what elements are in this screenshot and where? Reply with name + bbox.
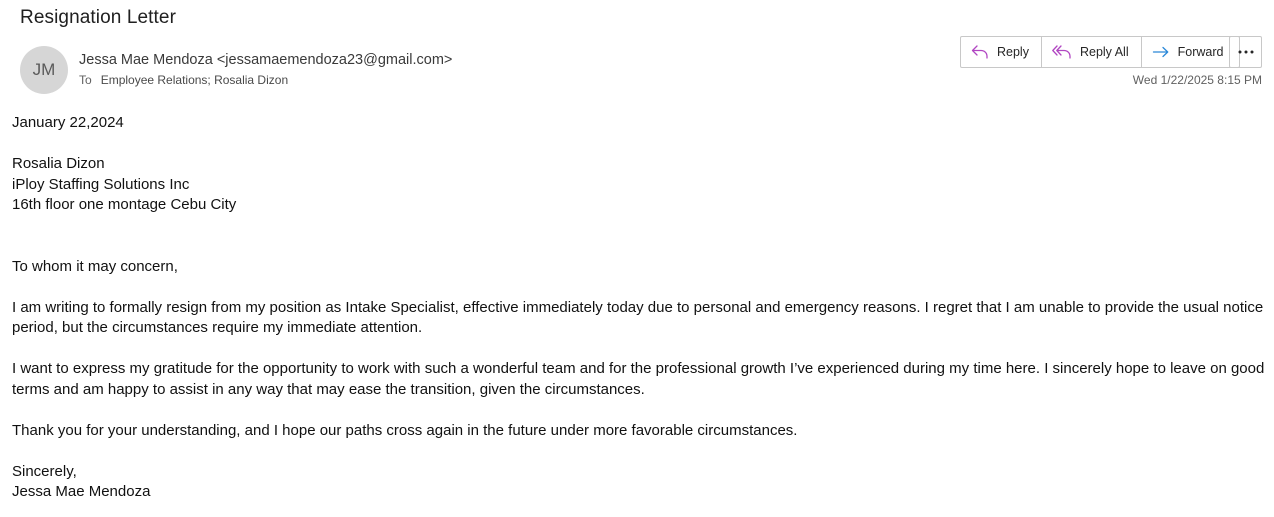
address-line: Rosalia Dizon bbox=[12, 155, 105, 172]
forward-icon bbox=[1152, 44, 1170, 60]
greeting: To whom it may concern, bbox=[12, 257, 178, 275]
message-actions bbox=[960, 36, 1240, 68]
recipients-line bbox=[79, 73, 288, 87]
forward-button[interactable] bbox=[1142, 37, 1240, 67]
paragraph: I am writing to formally resign from my position as Intake Specialist, effective immediately today due to personal and emergency reasons. I regret that I am unable to provide the usual notice period, but the circumstances require my immediate attention. bbox=[12, 298, 1264, 336]
message-body bbox=[12, 113, 1266, 503]
reply-all-button[interactable] bbox=[1042, 37, 1142, 67]
address-line: iPloy Staffing Solutions Inc bbox=[12, 175, 190, 193]
sender-avatar[interactable] bbox=[20, 46, 68, 94]
closing: Sincerely, bbox=[12, 462, 77, 480]
address-line: 16th floor one montage Cebu City bbox=[12, 196, 237, 213]
paragraph: Thank you for your understanding, and I hope our paths cross again in the future under more favorable circumstances. bbox=[12, 421, 798, 439]
sent-date: Wed 1/22/2025 8:15 PM bbox=[1132, 73, 1262, 87]
recipients[interactable]: Employee Relations; Rosalia Dizon bbox=[100, 73, 289, 87]
paragraph: I want to express my gratitude for the opportunity to work with such a wonderful team and for the professional growth I’ve experienced during my time here. I sincerely hope to leave on good terms and am happy to assist in any way that may ease the transition, given the circumstances. bbox=[12, 360, 1265, 398]
sender-name[interactable]: Jessa Mae Mendoza <jessamaemendoza23@gmail.com> bbox=[79, 52, 453, 68]
more-actions-button[interactable] bbox=[1229, 36, 1262, 68]
avatar-initials: JM bbox=[32, 60, 56, 79]
email-subject: Resignation Letter bbox=[20, 7, 177, 28]
reply-label: Reply bbox=[997, 45, 1029, 59]
letter-date: January 22,2024 bbox=[12, 114, 124, 131]
more-icon bbox=[1238, 50, 1254, 54]
reply-button[interactable] bbox=[961, 37, 1042, 67]
reply-all-icon bbox=[1052, 44, 1072, 60]
forward-label: Forward bbox=[1177, 45, 1224, 59]
to-label: To bbox=[79, 73, 92, 87]
signature: Jessa Mae Mendoza bbox=[12, 483, 151, 500]
reply-all-label: Reply All bbox=[1079, 45, 1129, 59]
reply-icon bbox=[971, 44, 989, 60]
